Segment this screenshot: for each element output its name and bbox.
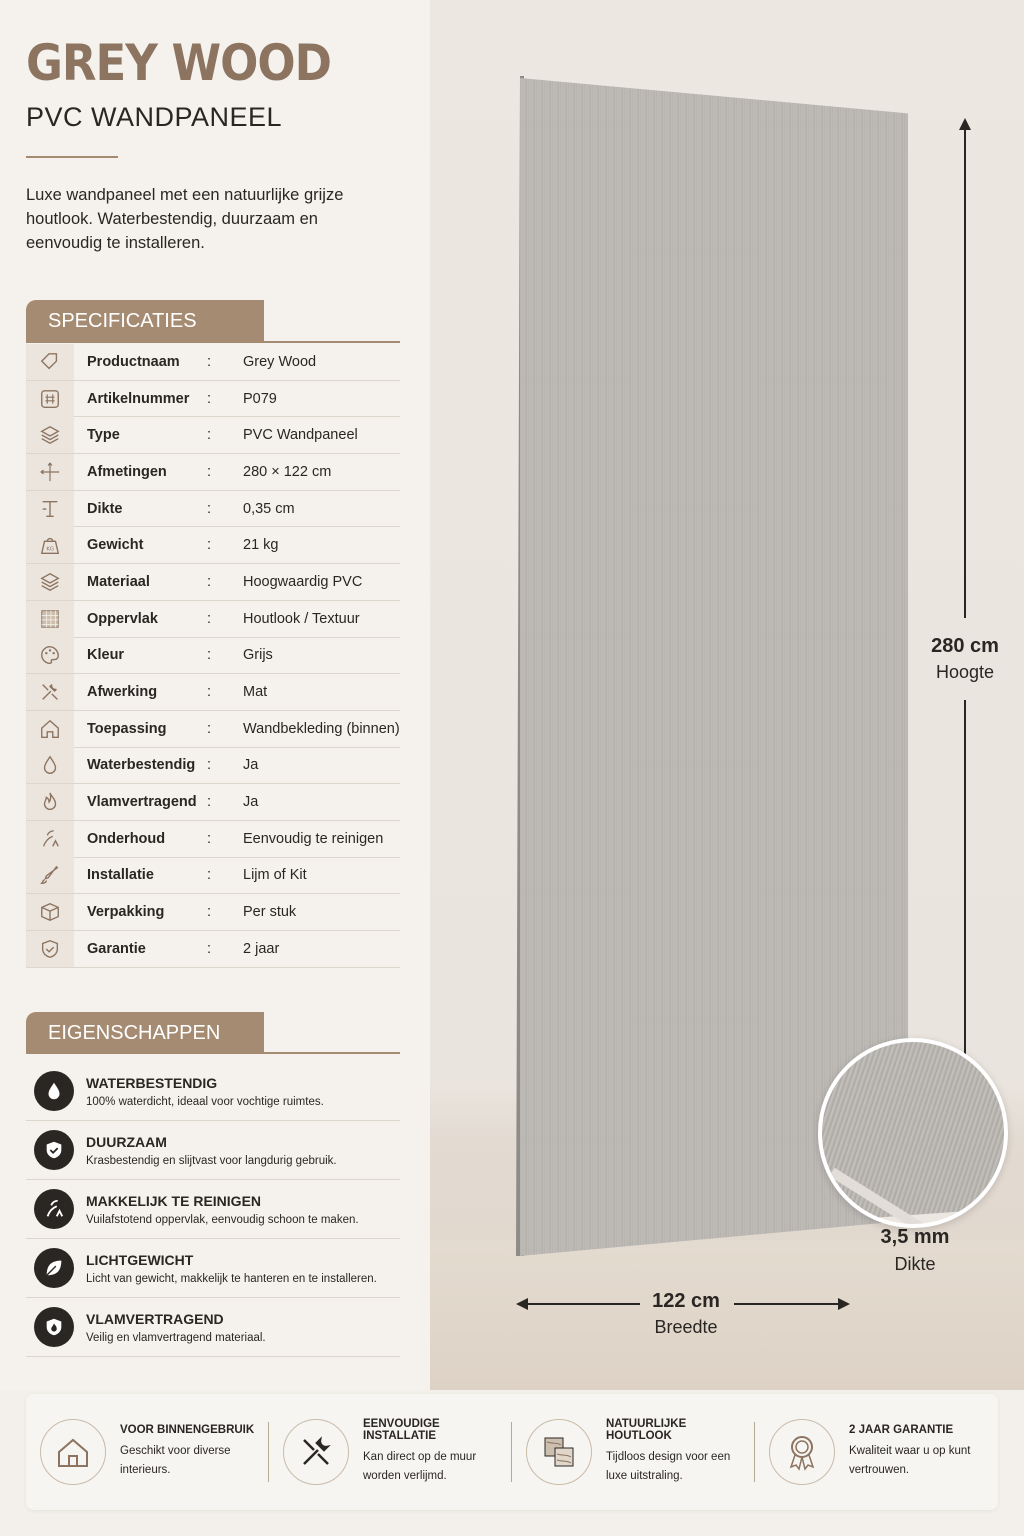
weight-icon xyxy=(26,527,74,563)
spec-row xyxy=(26,564,400,601)
spec-row xyxy=(26,748,400,785)
spec-label: Vlamvertragend xyxy=(87,794,197,811)
property-item xyxy=(26,1121,400,1180)
dimensions-icon xyxy=(26,454,74,490)
layers-icon xyxy=(26,417,74,453)
spec-row xyxy=(26,491,400,528)
thickness-detail-circle xyxy=(818,1038,1008,1228)
spec-row xyxy=(26,601,400,638)
feature-item xyxy=(269,1417,512,1487)
height-line-bottom xyxy=(964,700,966,1060)
spec-label: Afmetingen xyxy=(87,463,167,480)
spec-separator: : xyxy=(207,647,212,664)
spec-label: Materiaal xyxy=(87,573,150,590)
spec-row xyxy=(26,894,400,931)
spec-label: Verpakking xyxy=(87,904,165,921)
feature-title: VOOR BINNENGEBRUIK xyxy=(120,1424,255,1436)
drop-icon xyxy=(34,1071,74,1111)
feature-item xyxy=(26,1417,269,1487)
flame-icon xyxy=(26,784,74,820)
property-item xyxy=(26,1062,400,1121)
specs-heading-line xyxy=(26,341,400,343)
spec-value: Per stuk xyxy=(243,904,297,921)
spec-label: Toepassing xyxy=(87,720,167,737)
feature-title: EENVOUDIGE INSTALLATIE xyxy=(363,1418,440,1442)
spec-label: Installatie xyxy=(87,867,154,884)
property-title: MAKKELIJK TE REINIGEN xyxy=(86,1192,262,1209)
spec-separator: : xyxy=(207,573,212,590)
spec-separator: : xyxy=(207,537,212,554)
house-icon xyxy=(40,1419,106,1485)
properties-list xyxy=(26,1062,400,1357)
height-label: Hoogte xyxy=(935,662,995,682)
feature-text: Geschikt voor diverse interieurs. xyxy=(120,1445,231,1476)
spec-value: Grey Wood xyxy=(243,353,317,370)
width-label: Breedte xyxy=(654,1317,718,1337)
spec-label: Oppervlak xyxy=(87,610,158,627)
specs-heading: SPECIFICATIES xyxy=(26,300,264,342)
features-bar xyxy=(26,1394,998,1510)
spec-separator: : xyxy=(207,427,212,444)
spec-separator: : xyxy=(207,757,212,774)
spec-label: Kleur xyxy=(87,647,125,664)
tools-icon xyxy=(283,1419,349,1485)
shield-check-icon xyxy=(34,1130,74,1170)
width-arrow-right-icon xyxy=(838,1298,850,1310)
tools-icon xyxy=(26,674,74,710)
feature-title: NATUURLIJKE HOUTLOOK xyxy=(606,1418,687,1442)
spec-label: Garantie xyxy=(87,940,146,957)
spec-separator: : xyxy=(207,830,212,847)
property-title: DUURZAAM xyxy=(86,1133,167,1150)
feature-title: 2 JAAR GARANTIE xyxy=(849,1424,954,1436)
spec-row xyxy=(26,417,400,454)
spec-value: P079 xyxy=(243,390,277,407)
spec-row xyxy=(26,784,400,821)
feature-item xyxy=(512,1417,755,1487)
spec-row xyxy=(26,821,400,858)
property-title: WATERBESTENDIG xyxy=(86,1074,218,1091)
feature-text: Kan direct op de muur worden verlijmd. xyxy=(363,1451,477,1482)
property-title: LICHTGEWICHT xyxy=(86,1251,194,1268)
clean-icon xyxy=(26,821,74,857)
spec-value: Lijm of Kit xyxy=(243,867,307,884)
hash-icon xyxy=(26,381,74,417)
spec-value: Ja xyxy=(243,757,259,774)
spec-separator: : xyxy=(207,610,212,627)
height-line-top xyxy=(964,128,966,618)
spec-label: Dikte xyxy=(87,500,123,517)
spec-separator: : xyxy=(207,684,212,701)
spec-label: Gewicht xyxy=(87,537,144,554)
spec-separator: : xyxy=(207,353,212,370)
spec-label: Productnaam xyxy=(87,353,180,370)
property-title: VLAMVERTRAGEND xyxy=(86,1310,224,1327)
thickness-label: Dikte xyxy=(894,1254,936,1274)
spec-label: Type xyxy=(87,427,120,444)
height-value: 280 cm xyxy=(931,635,999,657)
spec-separator: : xyxy=(207,390,212,407)
spec-value: Ja xyxy=(243,794,259,811)
texture-icon xyxy=(26,601,74,637)
width-line-left xyxy=(526,1303,640,1305)
thickness-icon xyxy=(26,491,74,527)
property-item xyxy=(26,1298,400,1357)
spec-row xyxy=(26,527,400,564)
spec-value: Wandbekleding (binnen) xyxy=(243,720,400,737)
home-icon xyxy=(26,711,74,747)
spec-separator: : xyxy=(207,463,212,480)
spec-row xyxy=(26,638,400,675)
width-value: 122 cm xyxy=(652,1290,720,1312)
property-item xyxy=(26,1239,400,1298)
spec-value: Houtlook / Textuur xyxy=(243,610,360,627)
product-subtitle: PVC WANDPANEEL xyxy=(26,102,283,132)
feature-text: Kwaliteit waar u op kunt vertrouwen. xyxy=(849,1445,971,1476)
property-text: Licht van gewicht, makkelijk te hanteren en te installeren. xyxy=(86,1272,377,1285)
box-icon xyxy=(26,894,74,930)
spec-row xyxy=(26,454,400,491)
palette-icon xyxy=(26,637,74,673)
drop-icon xyxy=(26,747,74,783)
spec-separator: : xyxy=(207,720,212,737)
property-text: Veilig en vlamvertragend materiaal. xyxy=(86,1331,266,1344)
spec-row xyxy=(26,344,400,381)
feature-item xyxy=(755,1417,998,1487)
spec-row xyxy=(26,858,400,895)
property-text: Vuilafstotend oppervlak, eenvoudig schoon te maken. xyxy=(86,1213,359,1226)
spec-label: Onderhoud xyxy=(87,830,166,847)
spec-row xyxy=(26,711,400,748)
clean-icon xyxy=(34,1189,74,1229)
spec-separator: : xyxy=(207,500,212,517)
wood-texture-icon xyxy=(526,1419,592,1485)
product-description: Luxe wandpaneel met een natuurlijke grijze houtlook. Waterbestendig, duurzaam en eenvoudig te installeren. xyxy=(26,186,344,252)
shield-icon xyxy=(26,931,74,967)
panel-closeup xyxy=(818,1038,1008,1224)
spec-value: 2 jaar xyxy=(243,940,280,957)
tag-icon xyxy=(26,344,74,380)
thickness-value: 3,5 mm xyxy=(880,1226,950,1248)
spec-value: PVC Wandpaneel xyxy=(243,427,358,444)
brush-icon xyxy=(26,857,74,893)
spec-value: 280 × 122 cm xyxy=(243,463,332,480)
spec-value: 21 kg xyxy=(243,537,279,554)
width-line-right xyxy=(734,1303,840,1305)
svg-text:KG: KG xyxy=(46,546,55,553)
property-text: Krasbestendig en slijtvast voor langdurig gebruik. xyxy=(86,1154,337,1167)
spec-value: Eenvoudig te reinigen xyxy=(243,830,384,847)
property-item xyxy=(26,1180,400,1239)
spec-row xyxy=(26,931,400,968)
property-text: 100% waterdicht, ideaal voor vochtige ruimtes. xyxy=(86,1095,324,1108)
spec-label: Waterbestendig xyxy=(87,757,196,774)
spec-row xyxy=(26,674,400,711)
properties-heading-line xyxy=(26,1052,400,1054)
spec-label: Afwerking xyxy=(87,684,158,701)
leaf-icon xyxy=(34,1248,74,1288)
spec-row xyxy=(26,381,400,418)
feature-text: Tijdloos design voor een luxe uitstraling. xyxy=(606,1451,731,1482)
spec-value: Grijs xyxy=(243,647,273,664)
spec-separator: : xyxy=(207,794,212,811)
spec-label: Artikelnummer xyxy=(87,390,190,407)
layers-icon xyxy=(26,564,74,600)
award-icon xyxy=(769,1419,835,1485)
spec-separator: : xyxy=(207,940,212,957)
product-title: GREY WOOD xyxy=(26,34,331,92)
flame-shield-icon xyxy=(34,1307,74,1347)
specs-table xyxy=(26,344,400,968)
spec-value: 0,35 cm xyxy=(243,500,295,517)
spec-value: Mat xyxy=(243,684,268,701)
properties-heading: EIGENSCHAPPEN xyxy=(26,1012,264,1054)
spec-value: Hoogwaardig PVC xyxy=(243,573,363,590)
spec-separator: : xyxy=(207,867,212,884)
title-divider xyxy=(26,156,118,158)
spec-separator: : xyxy=(207,904,212,921)
